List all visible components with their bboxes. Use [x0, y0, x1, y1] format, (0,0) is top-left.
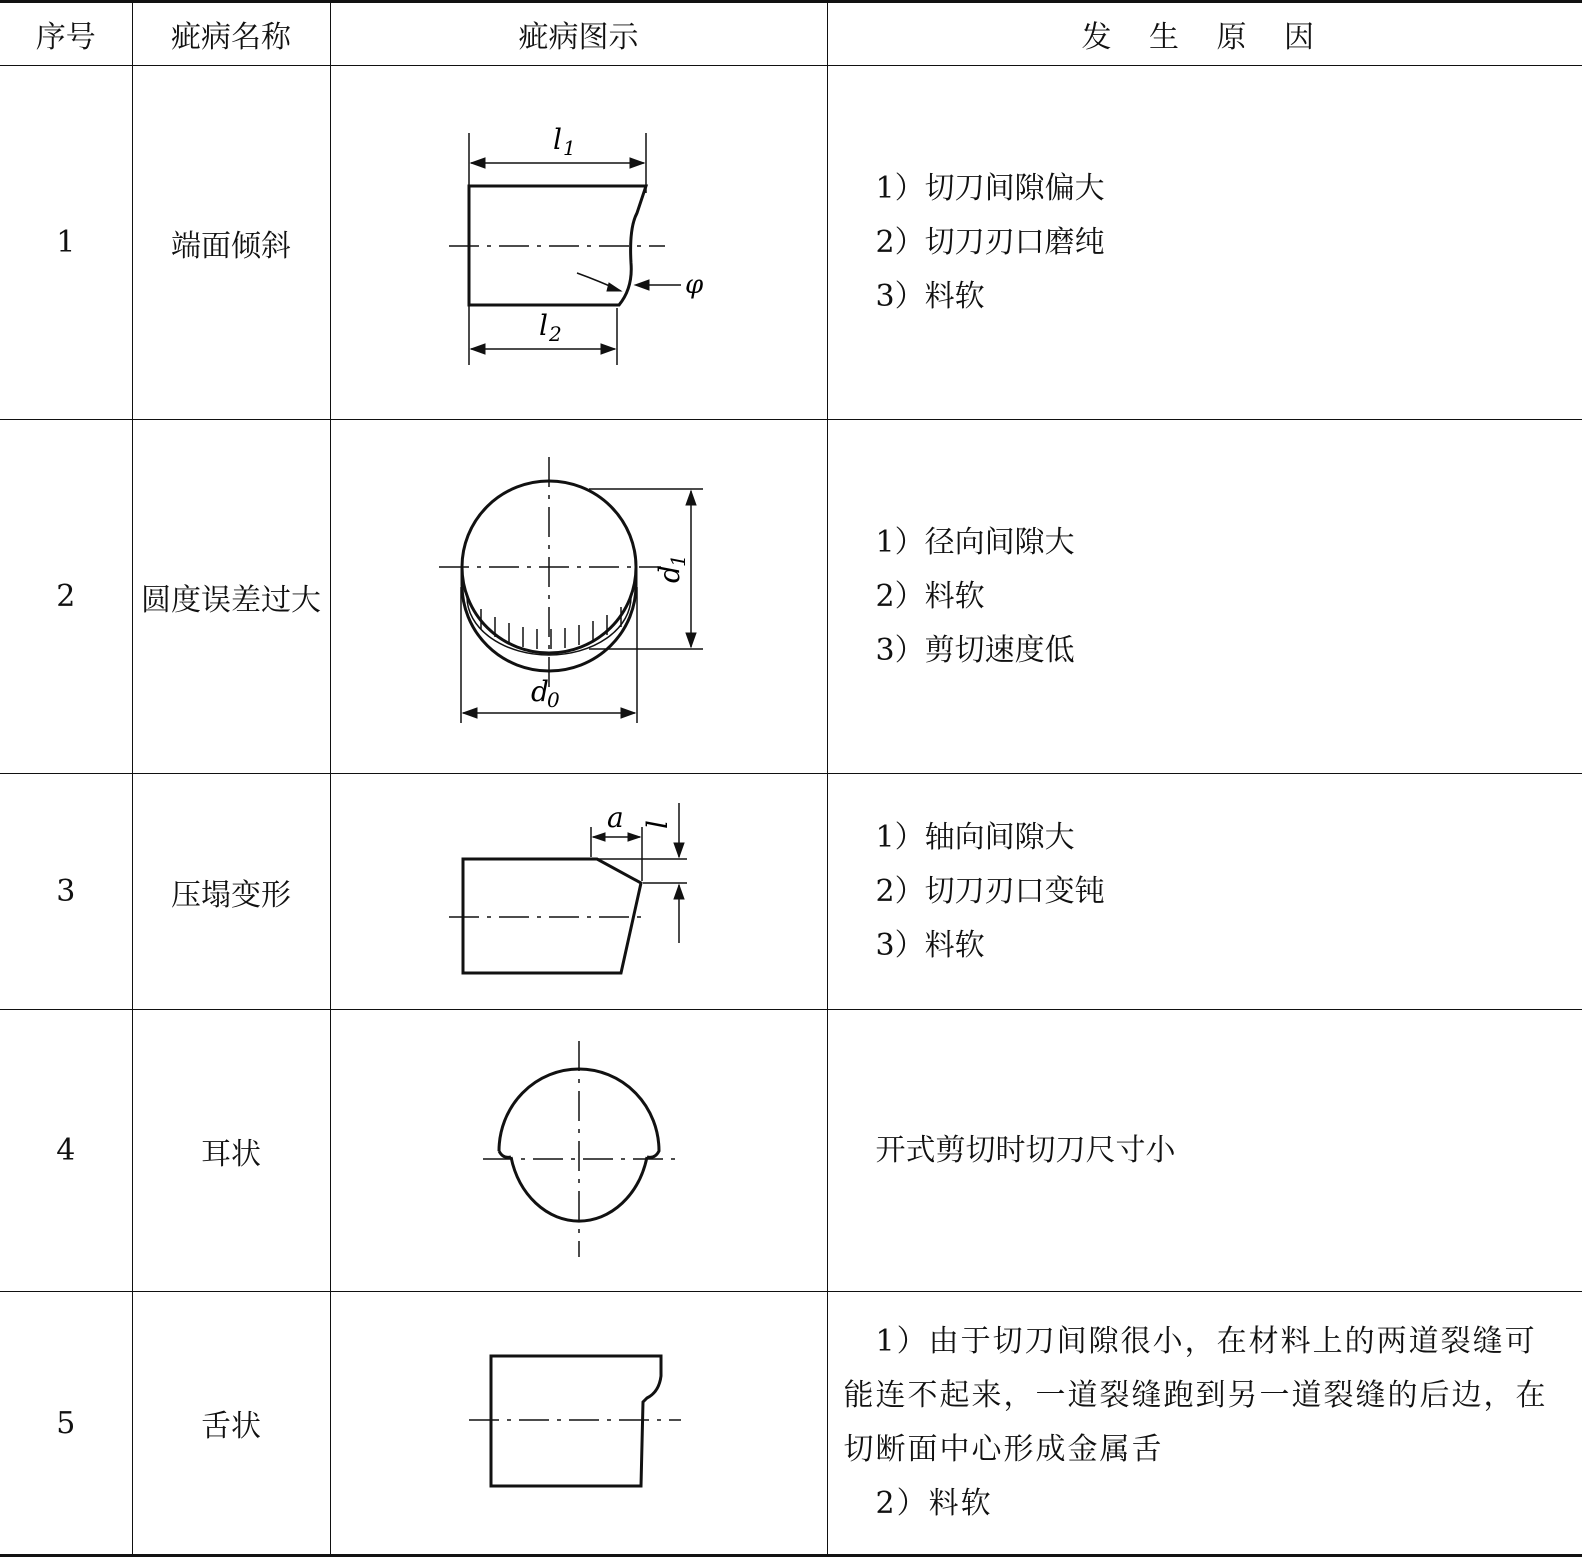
- reason-line: 2）切刀刃口磨纯: [875, 224, 1105, 260]
- defect-name: 耳状: [132, 1010, 330, 1292]
- label-l: l: [640, 819, 674, 829]
- reason-line: 1）轴向间隙大: [875, 819, 1075, 855]
- reason-cell: [827, 66, 1582, 420]
- defect-figure: [330, 66, 827, 420]
- reason-line: 2）切刀刃口变钝: [875, 873, 1105, 909]
- reason-line: 开式剪切时切刀尺寸小: [875, 1132, 1176, 1168]
- reason-line: 3）料软: [875, 278, 985, 314]
- inclined-end-diagram: [449, 113, 709, 373]
- table-row: [0, 1010, 1582, 1292]
- row-no: 4: [0, 1010, 132, 1292]
- reason-line: 2）料软: [875, 1486, 993, 1521]
- label-l1: l: [552, 122, 562, 156]
- label-l2: l: [538, 308, 548, 342]
- reason-line: 3）剪切速度低: [875, 632, 1075, 668]
- label-d0-sub: 0: [546, 687, 560, 712]
- reason-cell: [827, 774, 1582, 1010]
- collapse-deformation-diagram: [449, 797, 709, 987]
- row-no: 5: [0, 1292, 132, 1556]
- header-row: [0, 2, 1582, 66]
- reason-line: 3）料软: [875, 927, 985, 963]
- reason-line: 1）切刀间隙偏大: [875, 170, 1105, 206]
- reason-text: 1）由于切刀间隙很小，在材料上的两道裂缝可能连不起来，一道裂缝跑到另一道裂缝的后边，在切断面中心形成金属舌: [843, 1324, 1548, 1467]
- defect-name: 端面倾斜: [132, 66, 330, 420]
- label-l2-sub: 2: [548, 321, 562, 346]
- label-a: a: [606, 800, 624, 834]
- header-reason: 发 生 原 因: [827, 2, 1582, 66]
- table-row: [0, 420, 1582, 774]
- reason-line: 2）料软: [875, 578, 985, 614]
- reason-line: 1）径向间隙大: [875, 524, 1075, 560]
- header-no: 序号: [0, 2, 132, 66]
- defect-name: 压塌变形: [132, 774, 330, 1010]
- table-row: [0, 1292, 1582, 1556]
- label-l1-sub: 1: [562, 135, 576, 160]
- table-row: [0, 66, 1582, 420]
- label-d1: d: [652, 564, 686, 583]
- defect-figure: [330, 1010, 827, 1292]
- ear-shape-diagram: [469, 1041, 689, 1261]
- defect-figure: [330, 1292, 827, 1556]
- table-row: [0, 774, 1582, 1010]
- row-no: 2: [0, 420, 132, 774]
- label-phi: φ: [684, 269, 703, 300]
- reason-cell: [827, 1010, 1582, 1292]
- header-figure: 疵病图示: [330, 2, 827, 66]
- header-name: 疵病名称: [132, 2, 330, 66]
- defect-name: 舌状: [132, 1292, 330, 1556]
- label-d1-sub: 1: [665, 553, 690, 567]
- reason-cell: [827, 1292, 1582, 1556]
- defect-figure: [330, 420, 827, 774]
- roundness-error-diagram: [439, 457, 719, 737]
- defect-figure: [330, 774, 827, 1010]
- reason-line: [844, 1315, 1565, 1477]
- defect-name: 圆度误差过大: [132, 420, 330, 774]
- row-no: 3: [0, 774, 132, 1010]
- tongue-shape-diagram: [469, 1348, 689, 1498]
- row-no: 1: [0, 66, 132, 420]
- label-d0: d: [530, 674, 549, 708]
- reason-cell: [827, 420, 1582, 774]
